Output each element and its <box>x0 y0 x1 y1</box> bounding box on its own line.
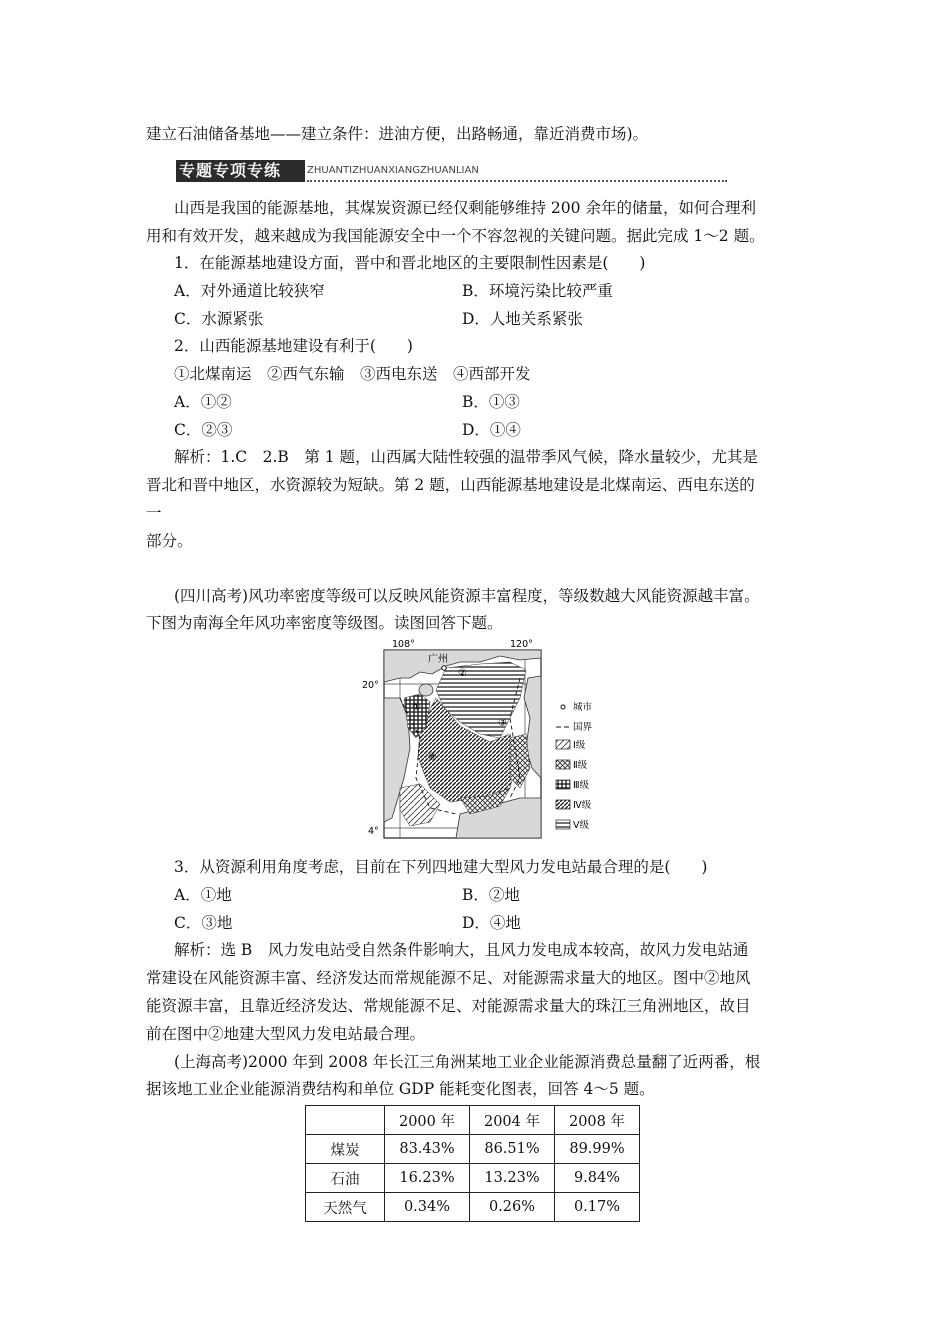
table-cell: 0.17% <box>555 1193 640 1222</box>
q1-option-c[interactable]: C．水源紧张 <box>174 310 264 328</box>
banner-divider <box>307 180 727 182</box>
table-cell: 9.84% <box>555 1164 640 1193</box>
passage2-line2: 下图为南海全年风功率密度等级图。读图回答下题。 <box>146 614 503 632</box>
table-header-cell: 2004 年 <box>470 1106 555 1135</box>
q1-option-a[interactable]: A．对外通道比较狭窄 <box>174 282 325 300</box>
analysis1-line4: 部分。 <box>146 532 193 550</box>
table-cell: 86.51% <box>470 1135 555 1164</box>
passage1-line2: 用和有效开发，越来越成为我国能源安全中一个不容忽视的关键问题。据此完成 1～2 题。 <box>146 227 765 245</box>
q2-option-a[interactable]: A．①② <box>174 393 232 411</box>
passage3-line2: 据该地工业企业能源消费结构和单位 GDP 能耗变化图表，回答 4～5 题。 <box>146 1080 655 1098</box>
legend-class3-swatch <box>556 780 570 789</box>
q2-option-c[interactable]: C．②③ <box>174 421 233 439</box>
legend-class2: Ⅱ级 <box>573 760 588 771</box>
legend-class5-swatch <box>556 820 570 829</box>
lat-label-4: 4° <box>368 826 379 837</box>
legend-class4: Ⅳ级 <box>573 800 592 811</box>
analysis3-line3: 能资源丰富，且靠近经济发达、常规能源不足、对能源需求量大的珠江三角洲地区，故目 <box>146 997 751 1015</box>
table-cell: 89.99% <box>555 1135 640 1164</box>
q2-items: ①北煤南运 ②西气东输 ③西电东送 ④西部开发 <box>174 365 531 383</box>
q3-stem: 3．从资源利用角度考虑，目前在下列四地建大型风力发电站最合理的是( ) <box>174 858 708 876</box>
lon-label-108: 108° <box>392 639 415 650</box>
legend-city: 城市 <box>573 702 593 713</box>
table-row <box>306 1135 640 1164</box>
map-point-4: ④ <box>428 752 437 763</box>
map-point-2: ② <box>458 668 467 679</box>
q1-option-b[interactable]: B．环境污染比较严重 <box>462 282 613 300</box>
city-marker <box>442 666 446 670</box>
table-cell: 煤炭 <box>306 1135 385 1164</box>
legend-class3: Ⅲ级 <box>573 780 590 791</box>
legend-class1: Ⅰ级 <box>573 740 586 751</box>
table-row <box>306 1164 640 1193</box>
legend-city-symbol <box>561 705 565 709</box>
legend-class1-swatch <box>556 740 570 749</box>
analysis1-line3: 一 <box>146 504 162 522</box>
table-header-cell <box>306 1106 385 1135</box>
table-row <box>306 1193 640 1222</box>
table-cell: 16.23% <box>385 1164 470 1193</box>
q1-stem: 1．在能源基地建设方面，晋中和晋北地区的主要限制性因素是( ) <box>174 254 646 272</box>
banner-title: 专题专项专练 <box>176 160 305 182</box>
q1-option-d[interactable]: D．人地关系紧张 <box>462 310 583 328</box>
table-cell: 83.43% <box>385 1135 470 1164</box>
analysis1-line2: 晋北和晋中地区，水资源较为短缺。第 2 题，山西能源基地建设是北煤南运、西电东送的 <box>146 476 755 494</box>
q3-option-d[interactable]: D．④地 <box>462 914 521 932</box>
analysis3-line2: 常建设在风能资源丰富、经济发达而常规能源不足、对能源需求量大的地区。图中②地风 <box>146 969 751 987</box>
legend-class5: Ⅴ级 <box>573 820 589 831</box>
legend-class4-swatch <box>556 800 570 809</box>
table-header-row <box>306 1106 640 1135</box>
lon-label-120: 120° <box>510 639 533 650</box>
q3-option-b[interactable]: B．②地 <box>462 886 520 904</box>
table-cell: 0.34% <box>385 1193 470 1222</box>
map-legend <box>556 701 593 831</box>
map-point-1: ① <box>412 702 421 713</box>
q2-option-d[interactable]: D．①④ <box>462 421 521 439</box>
energy-consumption-table <box>305 1105 640 1222</box>
analysis1-line1: 解析：1.C 2.B 第 1 题，山西属大陆性较强的温带季风气候，降水量较少，尤其是 <box>174 448 759 466</box>
q3-option-c[interactable]: C．③地 <box>174 914 233 932</box>
hainan-island <box>419 684 433 696</box>
legend-class2-swatch <box>556 760 570 769</box>
table-cell: 天然气 <box>306 1193 385 1222</box>
intro-line: 建立石油储备基地——建立条件：进油方便，出路畅通，靠近消费市场)。 <box>146 125 649 143</box>
passage2-line1: (四川高考)风功率密度等级可以反映风能资源丰富程度，等级数越大风能资源越丰富。 <box>174 587 760 605</box>
table-cell: 13.23% <box>470 1164 555 1193</box>
passage3-line1: (上海高考)2000 年到 2008 年长江三角洲某地工业企业能源消费总量翻了近两番，根 <box>174 1053 761 1071</box>
q2-stem: 2．山西能源基地建设有利于( ) <box>174 337 413 355</box>
analysis3-line1: 解析：选 B 风力发电站受自然条件影响大，且风力发电成本较高，故风力发电站通 <box>174 941 749 959</box>
wind-power-map <box>360 638 610 840</box>
city-label: 广州 <box>428 654 448 665</box>
banner-subtitle: ZHUANTIZHUANXIANGZHUANLIAN <box>307 165 479 176</box>
legend-boundary: 国界 <box>573 722 593 733</box>
q2-option-b[interactable]: B．①③ <box>462 393 520 411</box>
table-cell: 石油 <box>306 1164 385 1193</box>
table-cell: 0.26% <box>470 1193 555 1222</box>
passage1-line1: 山西是我国的能源基地，其煤炭资源已经仅剩能够维持 200 余年的储量，如何合理利 <box>174 199 756 217</box>
q3-option-a[interactable]: A．①地 <box>174 886 232 904</box>
map-point-3: ③ <box>498 718 507 729</box>
table-header-cell: 2008 年 <box>555 1106 640 1135</box>
table-header-cell: 2000 年 <box>385 1106 470 1135</box>
lat-label-20: 20° <box>362 680 379 691</box>
analysis3-line4: 前在图中②地建大型风力发电站最合理。 <box>146 1025 426 1043</box>
